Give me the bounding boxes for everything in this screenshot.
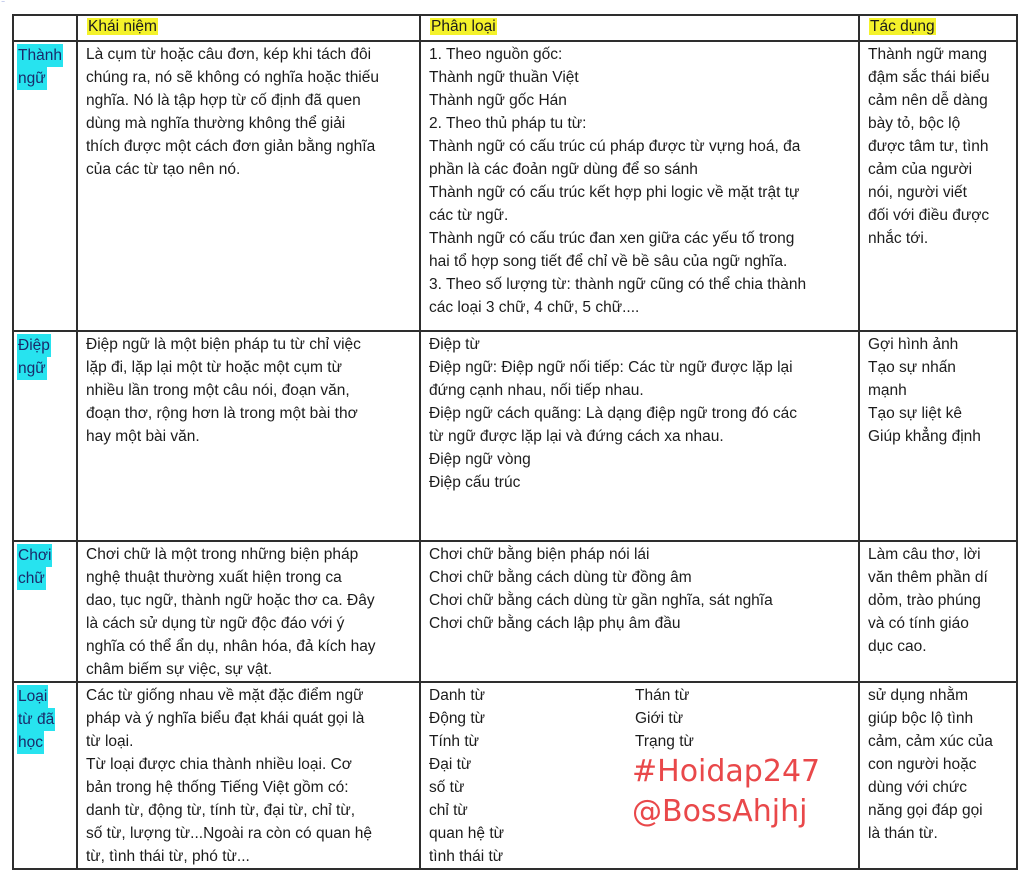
- text-line: giúp bộc lộ tình: [868, 710, 974, 727]
- text-line: Điệp ngữ: Điệp ngữ nối tiếp: Các từ ngữ được lặp lại: [429, 359, 793, 376]
- text-line: Điệp ngữ vòng: [429, 451, 531, 468]
- text-line: pháp và ý nghĩa biểu đạt khái quát gọi là: [86, 710, 365, 727]
- text-line: hai tổ hợp song tiết để chỉ về bề sâu của ngữ nghĩa.: [429, 253, 788, 270]
- text-line: cảm, cảm xúc của: [868, 733, 993, 750]
- text-line: lặp đi, lặp lại một từ hoặc một cụm từ: [86, 359, 342, 376]
- text-line: Giúp khẳng định: [868, 428, 981, 445]
- concept-cell: [77, 682, 420, 869]
- watermark-line-2: @BossAhjhj: [632, 794, 808, 829]
- text-line: Thành: [17, 44, 74, 67]
- comparison-table: [12, 14, 1018, 870]
- text-line: 1. Theo nguồn gốc:: [429, 46, 563, 63]
- text-line: bản trong hệ thống Tiếng Việt gồm có:: [86, 779, 349, 796]
- text-line: 2. Theo thủ pháp tu từ:: [429, 115, 587, 132]
- table-row: [13, 41, 1017, 331]
- table-row: [13, 541, 1017, 682]
- text-line: dỏm, trào phúng: [868, 592, 981, 609]
- row-label-cell: [13, 541, 77, 682]
- text-line: châm biếm sự việc, sự vật.: [86, 661, 273, 678]
- text-line: Chơi chữ bằng cách dùng từ gần nghĩa, sát nghĩa: [429, 592, 773, 609]
- text-line: văn thêm phần dí: [868, 569, 988, 586]
- text-line: Thán từ: [635, 687, 690, 704]
- header-effect: Tác dụng: [870, 18, 935, 35]
- text-line: năng gọi đáp gọi: [868, 802, 983, 819]
- text-line: đoạn thơ, rộng hơn là trong một bài thơ: [86, 405, 358, 422]
- row-label: [14, 542, 76, 590]
- text-line: Từ loại được chia thành nhiều loại. Cơ: [86, 756, 352, 773]
- text-line: chúng ra, nó sẽ không có nghĩa hoặc thiếu: [86, 69, 379, 86]
- text-line: Thành ngữ có cấu trúc kết hợp phi logic về mặt trật tự: [429, 184, 800, 201]
- header-cell-empty: [13, 15, 77, 41]
- header-concept: Khái niệm: [88, 18, 157, 35]
- text-line: quan hệ từ: [429, 825, 505, 842]
- text-line: nhắc tới.: [868, 230, 929, 247]
- text-line: thích được một cách đơn giản bằng nghĩa: [86, 138, 376, 155]
- text-line: nhiều lần trong một câu nói, đoạn văn,: [86, 382, 350, 399]
- watermark: [632, 752, 820, 832]
- text-line: nói, người viết: [868, 184, 967, 201]
- header-cell-concept: [77, 15, 420, 41]
- text-line: từ loại.: [86, 733, 134, 750]
- header-row: [13, 15, 1017, 41]
- effect-cell: [859, 41, 1017, 331]
- row-label-cell: [13, 41, 77, 331]
- effect-cell: [859, 331, 1017, 541]
- text-line: từ ngữ được lặp lại và đứng cách xa nhau.: [429, 428, 724, 445]
- text-line: chữ: [17, 567, 74, 590]
- text-line: cảm của người: [868, 161, 973, 178]
- text-line: Loại: [17, 685, 74, 708]
- row-label-cell: [13, 682, 77, 869]
- concept-cell: [77, 541, 420, 682]
- table-row: [13, 331, 1017, 541]
- text-line: của các từ tạo nên nó.: [86, 161, 241, 178]
- text-line: Là cụm từ hoặc câu đơn, kép khi tách đôi: [86, 46, 372, 63]
- classification-cell: [420, 541, 859, 682]
- text-line: Thành ngữ mang: [868, 46, 987, 63]
- text-line: Danh từ: [429, 687, 486, 704]
- text-line: từ đã: [17, 708, 74, 731]
- text-line: nghĩa có thể ẩn dụ, nhân hóa, đả kích hay: [86, 638, 376, 655]
- text-line: Thành ngữ thuần Việt: [429, 69, 579, 86]
- word-class-list-1: [429, 684, 635, 868]
- text-line: Điệp ngữ cách quãng: Là dạng điệp ngữ trong đó các: [429, 405, 798, 422]
- watermark-line-1: #Hoidap247: [632, 754, 821, 789]
- text-line: đứng cạnh nhau, nối tiếp nhau.: [429, 382, 644, 399]
- text-line: dục cao.: [868, 638, 927, 655]
- text-line: dùng mà nghĩa thường không thể giải: [86, 115, 346, 132]
- text-line: dao, tục ngữ, thành ngữ hoặc thơ ca. Đây: [86, 592, 375, 609]
- text-line: Chơi chữ là một trong những biện pháp: [86, 546, 359, 563]
- text-line: con người hoặc: [868, 756, 977, 773]
- text-line: Điệp cấu trúc: [429, 474, 521, 491]
- header-classification: Phân loại: [431, 18, 496, 35]
- effect-cell: [859, 682, 1017, 869]
- text-line: đối với điều được: [868, 207, 990, 224]
- table-row: [13, 682, 1017, 869]
- text-line: Chơi chữ bằng biện pháp nói lái: [429, 546, 650, 563]
- text-line: Tạo sự nhấn: [868, 359, 956, 376]
- text-line: 3. Theo số lượng từ: thành ngữ cũng có thể chia thành: [429, 276, 807, 293]
- text-line: Giới từ: [635, 710, 684, 727]
- text-line: Tạo sự liệt kê: [868, 405, 962, 422]
- text-line: Các từ giống nhau về mặt đặc điểm ngữ: [86, 687, 364, 704]
- row-label: [14, 42, 76, 90]
- text-line: số từ, lượng từ...Ngoài ra còn có quan hệ: [86, 825, 373, 842]
- text-line: Thành ngữ có cấu trúc đan xen giữa các yếu tố trong: [429, 230, 795, 247]
- text-line: nghĩa. Nó là tập hợp từ cố định đã quen: [86, 92, 361, 109]
- row-label-cell: [13, 331, 77, 541]
- text-line: nghệ thuật thường xuất hiện trong ca: [86, 569, 342, 586]
- text-line: bày tỏ, bộc lộ: [868, 115, 961, 132]
- header-cell-classification: [420, 15, 859, 41]
- text-line: học: [17, 731, 74, 754]
- text-line: từ, tình thái từ, phó từ...: [86, 848, 250, 865]
- classification-cell: [420, 331, 859, 541]
- text-line: Tính từ: [429, 733, 480, 750]
- text-line: số từ: [429, 779, 465, 796]
- text-line: Điệp từ: [429, 336, 480, 353]
- text-line: phần là các đoản ngữ dùng để so sánh: [429, 161, 698, 178]
- text-line: danh từ, động từ, tính từ, đại từ, chỉ từ,: [86, 802, 356, 819]
- text-line: Làm câu thơ, lời: [868, 546, 981, 563]
- text-line: Đại từ: [429, 756, 472, 773]
- text-line: mạnh: [868, 382, 907, 399]
- text-line: các từ ngữ.: [429, 207, 509, 224]
- concept-cell: [77, 41, 420, 331]
- text-line: là cách sử dụng từ ngữ độc đáo với ý: [86, 615, 345, 632]
- text-line: sử dụng nhằm: [868, 687, 968, 704]
- text-line: Trạng từ: [635, 733, 694, 750]
- text-line: được tâm tư, tình: [868, 138, 989, 155]
- text-line: Gợi hình ảnh: [868, 336, 959, 353]
- text-line: hay một bài văn.: [86, 428, 200, 445]
- text-line: Thành ngữ gốc Hán: [429, 92, 567, 109]
- corner-mark: ⁻: [1, 0, 6, 7]
- text-line: chỉ từ: [429, 802, 468, 819]
- concept-cell: [77, 331, 420, 541]
- row-label: [14, 683, 76, 754]
- text-line: Điệp ngữ là một biện pháp tu từ chỉ việc: [86, 336, 361, 353]
- row-label: [14, 332, 76, 380]
- text-line: Chơi chữ bằng cách lập phụ âm đầu: [429, 615, 681, 632]
- text-line: ngữ: [17, 357, 74, 380]
- effect-cell: [859, 541, 1017, 682]
- text-line: ngữ: [17, 67, 74, 90]
- text-line: Động từ: [429, 710, 486, 727]
- text-line: dùng với chức: [868, 779, 967, 796]
- text-line: các loại 3 chữ, 4 chữ, 5 chữ....: [429, 299, 640, 316]
- classification-cell: [420, 41, 859, 331]
- text-line: đậm sắc thái biểu: [868, 69, 990, 86]
- text-line: Điệp: [17, 334, 74, 357]
- header-cell-effect: [859, 15, 1017, 41]
- text-line: là thán từ.: [868, 825, 938, 842]
- text-line: cảm nên dễ dàng: [868, 92, 988, 109]
- text-line: tình thái từ: [429, 848, 504, 865]
- text-line: Chơi chữ bằng cách dùng từ đồng âm: [429, 569, 692, 586]
- text-line: Chơi: [17, 544, 74, 567]
- text-line: và có tính giáo: [868, 615, 969, 632]
- text-line: Thành ngữ có cấu trúc cú pháp được từ vựng hoá, đa: [429, 138, 801, 155]
